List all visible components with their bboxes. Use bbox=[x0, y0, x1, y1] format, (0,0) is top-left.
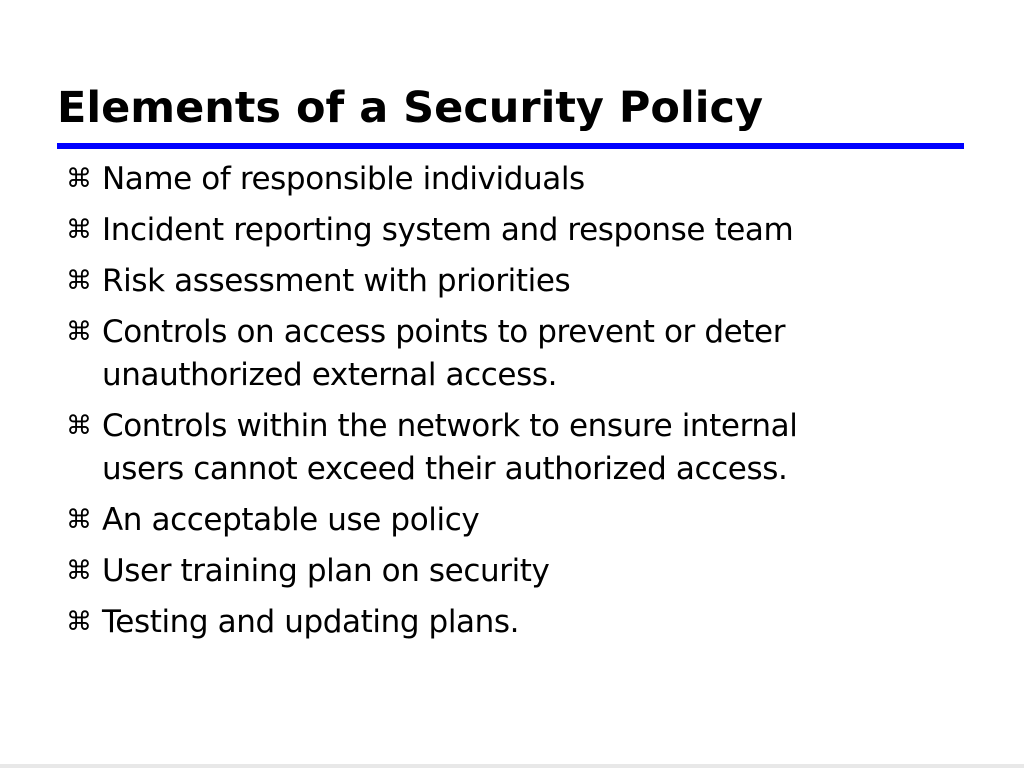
command-key-icon: ⌘ bbox=[66, 317, 92, 347]
slide-bottom-border bbox=[0, 764, 1024, 768]
bullet-item bbox=[66, 550, 966, 593]
command-key-icon: ⌘ bbox=[66, 215, 92, 245]
bullet-text: An acceptable use policy bbox=[102, 502, 480, 538]
command-key-icon: ⌘ bbox=[66, 164, 92, 194]
bullet-item bbox=[66, 209, 966, 252]
bullet-item bbox=[66, 499, 966, 542]
title-underline bbox=[57, 143, 964, 149]
command-key-icon: ⌘ bbox=[66, 411, 92, 441]
bullet-item bbox=[66, 601, 966, 644]
bullet-text: Testing and updating plans. bbox=[102, 604, 520, 640]
bullet-text: Controls on access points to prevent or deter unauthorized external access. bbox=[102, 314, 786, 393]
bullet-text: Name of responsible individuals bbox=[102, 161, 585, 197]
slide-title: Elements of a Security Policy bbox=[57, 83, 763, 133]
bullet-item bbox=[66, 405, 966, 491]
command-key-icon: ⌘ bbox=[66, 266, 92, 296]
bullet-text: User training plan on security bbox=[102, 553, 550, 589]
bullet-text: Risk assessment with priorities bbox=[102, 263, 571, 299]
command-key-icon: ⌘ bbox=[66, 607, 92, 637]
bullet-item bbox=[66, 260, 966, 303]
bullet-item bbox=[66, 158, 966, 201]
bullet-text: Incident reporting system and response team bbox=[102, 212, 794, 248]
bullet-list bbox=[66, 158, 966, 652]
command-key-icon: ⌘ bbox=[66, 505, 92, 535]
command-key-icon: ⌘ bbox=[66, 556, 92, 586]
bullet-item bbox=[66, 311, 966, 397]
bullet-text: Controls within the network to ensure internal users cannot exceed their authorized access. bbox=[102, 408, 798, 487]
